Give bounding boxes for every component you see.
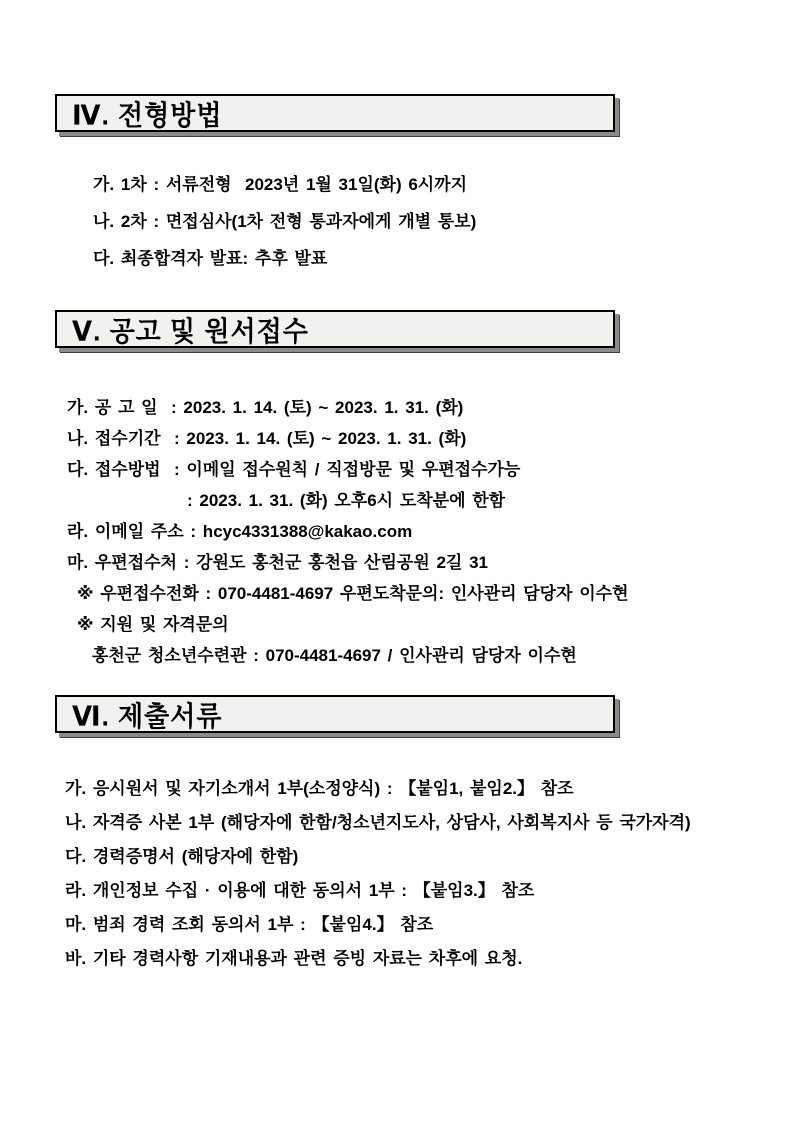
list-item: 다. 최종합격자 발표: 추후 발표 bbox=[93, 249, 328, 268]
list-item: 다. 접수방법 : 이메일 접수원칙 / 직접방문 및 우편접수가능 bbox=[67, 460, 521, 479]
list-item-address: 마. 우편접수처 : 강원도 홍천군 홍천읍 산림공원 2길 31 bbox=[67, 553, 488, 572]
list-item-note-phone: ※ 우편접수전화 : 070-4481-4697 우편도착문의: 인사관리 담당자 이수현 bbox=[77, 584, 629, 603]
list-item-contact: 홍천군 청소년수련관 : 070-4481-4697 / 인사관리 담당자 이수현 bbox=[92, 646, 577, 665]
list-item: 바. 기타 경력사항 기재내용과 관련 증빙 자료는 차후에 요청. bbox=[65, 949, 523, 968]
list-item: 다. 경력증명서 (해당자에 한함) bbox=[65, 847, 299, 866]
list-item: 라. 개인정보 수집 · 이용에 대한 동의서 1부 : 【붙임3.】 참조 bbox=[65, 881, 535, 900]
section-heading-box-4 bbox=[55, 94, 615, 132]
section-body-6 bbox=[65, 772, 691, 976]
section-heading-6: Ⅵ. 제출서류 bbox=[72, 699, 223, 732]
list-item: 가. 공 고 일 : 2023. 1. 14. (토) ~ 2023. 1. 31. (화) bbox=[67, 398, 464, 417]
list-item: 가. 응시원서 및 자기소개서 1부(소정양식) : 【붙임1, 붙임2.】 참조 bbox=[65, 779, 574, 798]
list-item: 나. 접수기간 : 2023. 1. 14. (토) ~ 2023. 1. 31. (화) bbox=[67, 429, 467, 448]
list-item: 나. 자격증 사본 1부 (해당자에 한함/청소년지도사, 상담사, 사회복지사 등 국가자격) bbox=[65, 813, 691, 832]
section-body-5 bbox=[67, 392, 629, 671]
list-item-email: 라. 이메일 주소 : hcyc4331388@kakao.com bbox=[67, 522, 413, 541]
list-item: 가. 1차 : 서류전형 2023년 1월 31일(화) 6시까지 bbox=[93, 175, 468, 194]
section-heading-4: Ⅳ. 전형방법 bbox=[72, 98, 223, 131]
section-body-4 bbox=[93, 166, 476, 277]
list-item: 마. 범죄 경력 조회 동의서 1부 : 【붙임4.】 참조 bbox=[65, 915, 434, 934]
section-heading-5: Ⅴ. 공고 및 원서접수 bbox=[72, 314, 309, 347]
list-item-continuation: : 2023. 1. 31. (화) 오후6시 도착분에 한함 bbox=[187, 491, 506, 510]
section-heading-box-5 bbox=[55, 310, 615, 348]
list-item-note-inquiry: ※ 지원 및 자격문의 bbox=[77, 615, 229, 634]
section-heading-box-6 bbox=[55, 695, 615, 733]
list-item: 나. 2차 : 면접심사(1차 전형 통과자에게 개별 통보) bbox=[93, 212, 477, 231]
